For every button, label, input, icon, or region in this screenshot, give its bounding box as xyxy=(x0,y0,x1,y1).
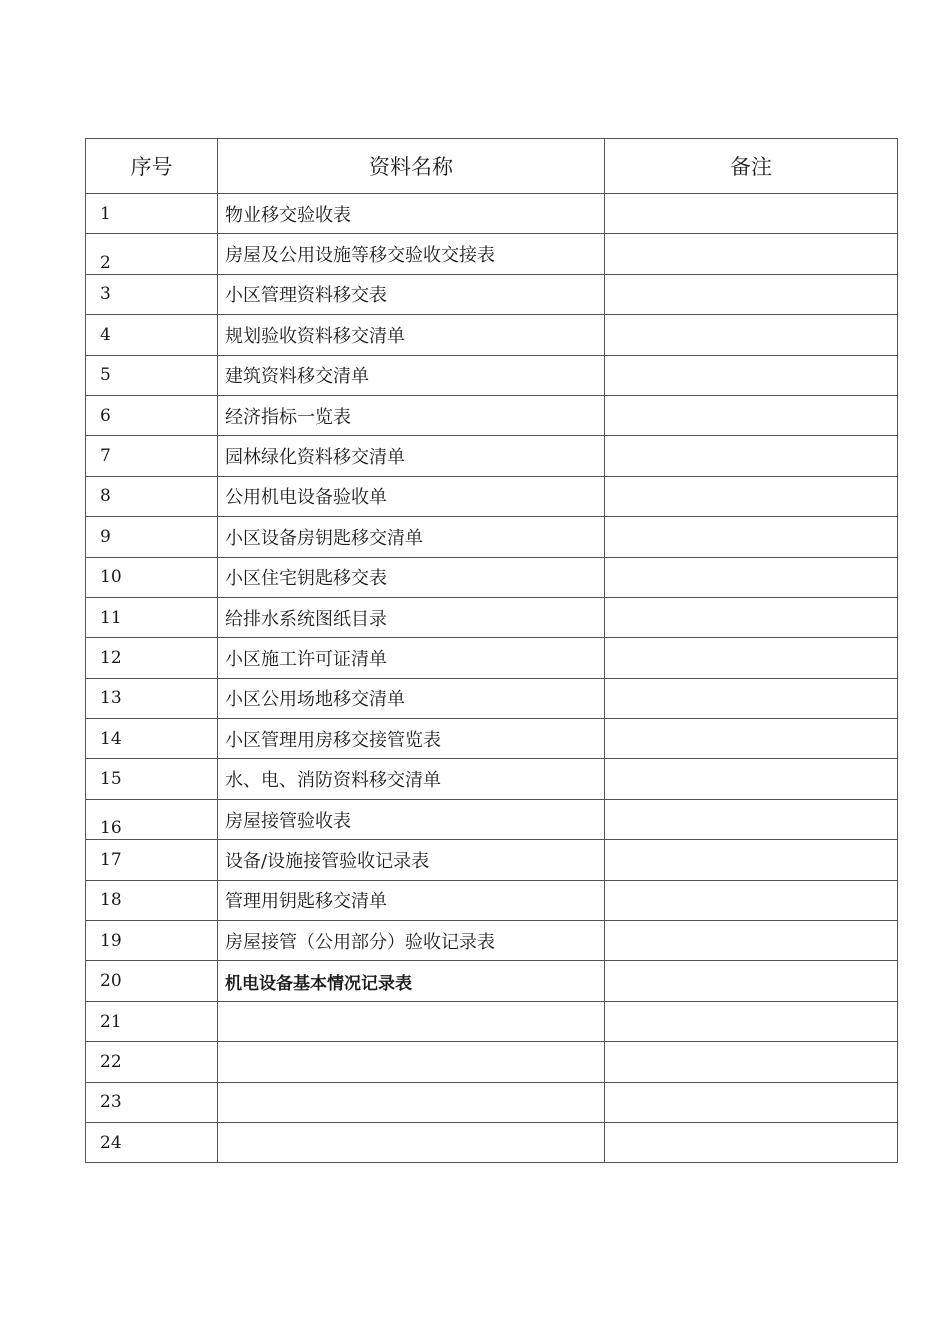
table-row xyxy=(86,476,898,516)
row-serial-number: 11 xyxy=(86,597,218,637)
table-row xyxy=(86,194,898,234)
row-remarks xyxy=(605,557,898,597)
row-remarks xyxy=(605,436,898,476)
row-serial-number: 12 xyxy=(86,638,218,678)
row-document-name: 水、电、消防资料移交清单 xyxy=(218,759,605,799)
row-serial-number: 24 xyxy=(86,1122,218,1162)
table-row xyxy=(86,1082,898,1122)
row-document-name: 规划验收资料移交清单 xyxy=(218,315,605,355)
table-row xyxy=(86,880,898,920)
row-document-name: 小区管理资料移交表 xyxy=(218,274,605,314)
row-serial-number: 1 xyxy=(86,194,218,234)
row-serial-number: 14 xyxy=(86,719,218,759)
table-body xyxy=(86,194,898,1163)
row-serial-number: 4 xyxy=(86,315,218,355)
row-serial-number: 15 xyxy=(86,759,218,799)
table-row xyxy=(86,719,898,759)
row-remarks xyxy=(605,678,898,718)
table-row xyxy=(86,921,898,961)
row-remarks xyxy=(605,315,898,355)
row-document-name: 房屋及公用设施等移交验收交接表 xyxy=(218,234,605,274)
table-row xyxy=(86,799,898,839)
row-serial-number: 13 xyxy=(86,678,218,718)
row-remarks xyxy=(605,921,898,961)
row-remarks xyxy=(605,799,898,839)
row-document-name: 小区施工许可证清单 xyxy=(218,638,605,678)
table-header xyxy=(86,139,898,194)
row-remarks xyxy=(605,1082,898,1122)
row-remarks xyxy=(605,638,898,678)
table-row xyxy=(86,678,898,718)
row-document-name: 小区管理用房移交接管览表 xyxy=(218,719,605,759)
row-document-name: 经济指标一览表 xyxy=(218,395,605,435)
row-document-name: 房屋接管（公用部分）验收记录表 xyxy=(218,921,605,961)
table-row xyxy=(86,517,898,557)
table-row xyxy=(86,1122,898,1162)
row-remarks xyxy=(605,476,898,516)
row-serial-number: 8 xyxy=(86,476,218,516)
row-serial-number: 7 xyxy=(86,436,218,476)
row-remarks xyxy=(605,234,898,274)
table-row xyxy=(86,1042,898,1082)
row-remarks xyxy=(605,880,898,920)
row-remarks xyxy=(605,597,898,637)
row-document-name: 园林绿化资料移交清单 xyxy=(218,436,605,476)
row-document-name: 给排水系统图纸目录 xyxy=(218,597,605,637)
table-row xyxy=(86,638,898,678)
row-remarks xyxy=(605,194,898,234)
table-row xyxy=(86,395,898,435)
row-document-name xyxy=(218,1122,605,1162)
row-serial-number: 3 xyxy=(86,274,218,314)
row-document-name: 公用机电设备验收单 xyxy=(218,476,605,516)
row-document-name xyxy=(218,1001,605,1041)
row-remarks xyxy=(605,961,898,1001)
header-remarks: 备注 xyxy=(605,139,898,194)
row-document-name: 小区设备房钥匙移交清单 xyxy=(218,517,605,557)
row-serial-number: 10 xyxy=(86,557,218,597)
row-serial-number: 17 xyxy=(86,840,218,880)
table-row xyxy=(86,597,898,637)
row-remarks xyxy=(605,719,898,759)
row-serial-number: 20 xyxy=(86,961,218,1001)
table-row xyxy=(86,759,898,799)
row-serial-number: 9 xyxy=(86,517,218,557)
row-document-name: 小区住宅钥匙移交表 xyxy=(218,557,605,597)
table-row xyxy=(86,557,898,597)
row-serial-number: 23 xyxy=(86,1082,218,1122)
header-row xyxy=(86,139,898,194)
handover-document-table xyxy=(85,138,898,1163)
row-remarks xyxy=(605,274,898,314)
row-serial-number: 21 xyxy=(86,1001,218,1041)
row-document-name: 机电设备基本情况记录表 xyxy=(218,961,605,1001)
row-serial-number: 2 xyxy=(86,234,218,274)
row-remarks xyxy=(605,517,898,557)
row-document-name: 设备/设施接管验收记录表 xyxy=(218,840,605,880)
table-row xyxy=(86,436,898,476)
row-serial-number: 5 xyxy=(86,355,218,395)
table-row xyxy=(86,355,898,395)
table-row xyxy=(86,1001,898,1041)
row-document-name: 物业移交验收表 xyxy=(218,194,605,234)
header-document-name: 资料名称 xyxy=(218,139,605,194)
row-document-name xyxy=(218,1082,605,1122)
row-remarks xyxy=(605,395,898,435)
row-serial-number: 16 xyxy=(86,799,218,839)
row-remarks xyxy=(605,840,898,880)
row-remarks xyxy=(605,355,898,395)
row-serial-number: 22 xyxy=(86,1042,218,1082)
table-row xyxy=(86,315,898,355)
table-row xyxy=(86,840,898,880)
row-remarks xyxy=(605,1001,898,1041)
table-row xyxy=(86,234,898,274)
row-serial-number: 6 xyxy=(86,395,218,435)
row-remarks xyxy=(605,759,898,799)
row-remarks xyxy=(605,1122,898,1162)
table-row xyxy=(86,961,898,1001)
row-document-name: 小区公用场地移交清单 xyxy=(218,678,605,718)
row-serial-number: 19 xyxy=(86,921,218,961)
row-remarks xyxy=(605,1042,898,1082)
row-document-name: 管理用钥匙移交清单 xyxy=(218,880,605,920)
row-document-name: 建筑资料移交清单 xyxy=(218,355,605,395)
row-document-name xyxy=(218,1042,605,1082)
header-serial-number: 序号 xyxy=(86,139,218,194)
row-serial-number: 18 xyxy=(86,880,218,920)
table-row xyxy=(86,274,898,314)
row-document-name: 房屋接管验收表 xyxy=(218,799,605,839)
